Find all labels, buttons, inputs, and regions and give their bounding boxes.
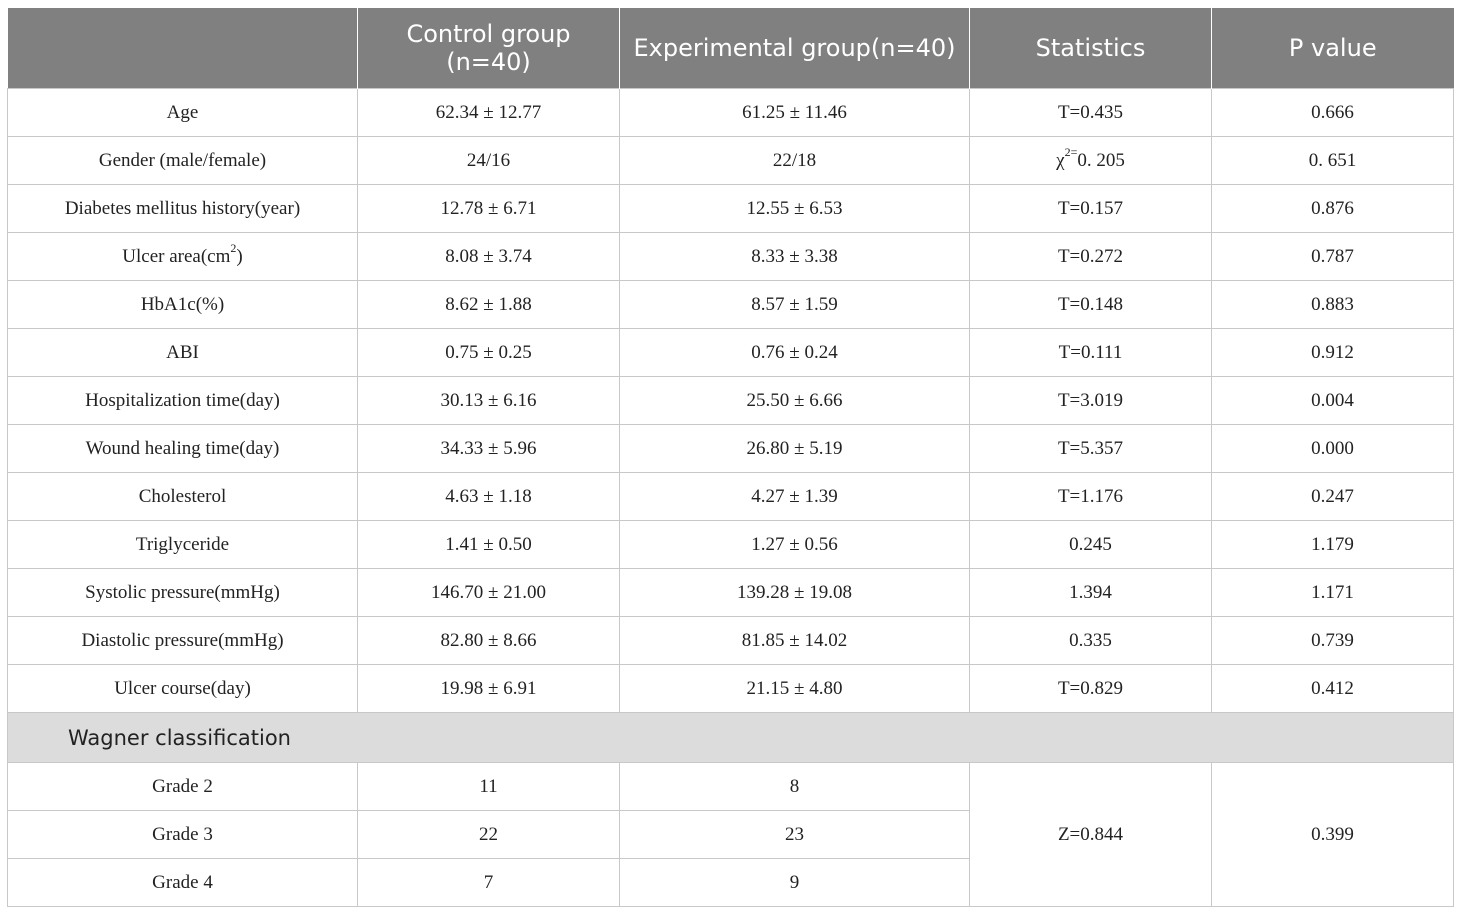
control-value: 82.80 ± 8.66: [358, 617, 620, 665]
control-value: 34.33 ± 5.96: [358, 425, 620, 473]
statistics-value: 0.335: [970, 617, 1212, 665]
table-row: [8, 425, 1454, 473]
table-body: [8, 89, 1454, 907]
p-value: 0.912: [1212, 329, 1454, 377]
row-label: Gender (male/female): [8, 137, 358, 185]
table-row: [8, 473, 1454, 521]
row-label: Age: [8, 89, 358, 137]
header-variable: [8, 8, 358, 89]
table-row: [8, 665, 1454, 713]
p-value: 0.000: [1212, 425, 1454, 473]
row-label: Grade 2: [8, 763, 358, 811]
statistics-value: T=0.829: [970, 665, 1212, 713]
control-value: 1.41 ± 0.50: [358, 521, 620, 569]
chi-symbol: χ: [1056, 149, 1065, 171]
row-label-suffix: ): [236, 245, 243, 267]
section-row-wagner: [8, 713, 1454, 763]
experimental-value: 8.57 ± 1.59: [620, 281, 970, 329]
p-value: 0. 651: [1212, 137, 1454, 185]
table-row: [8, 617, 1454, 665]
control-value: 62.34 ± 12.77: [358, 89, 620, 137]
header-row: [8, 8, 1454, 89]
p-value: 1.171: [1212, 569, 1454, 617]
experimental-value: 21.15 ± 4.80: [620, 665, 970, 713]
statistics-value: 1.394: [970, 569, 1212, 617]
statistics-value: Z=0.844: [970, 763, 1212, 907]
table-row: [8, 521, 1454, 569]
header-experimental-group: Experimental group(n=40): [620, 8, 970, 89]
row-label: HbA1c(%): [8, 281, 358, 329]
baseline-comparison-table: [7, 8, 1454, 907]
row-label: Cholesterol: [8, 473, 358, 521]
row-label: Diabetes mellitus history(year): [8, 185, 358, 233]
statistics-value: T=0.435: [970, 89, 1212, 137]
row-label: Wound healing time(day): [8, 425, 358, 473]
control-value: 8.62 ± 1.88: [358, 281, 620, 329]
header-control-group: Control group (n=40): [358, 8, 620, 89]
control-value: 22: [358, 811, 620, 859]
control-value: 7: [358, 859, 620, 907]
experimental-value: 139.28 ± 19.08: [620, 569, 970, 617]
p-value: 0.399: [1212, 763, 1454, 907]
row-label: Hospitalization time(day): [8, 377, 358, 425]
chi-superscript: 2=: [1064, 145, 1078, 160]
p-value: 0.883: [1212, 281, 1454, 329]
experimental-value: 4.27 ± 1.39: [620, 473, 970, 521]
table-row: [8, 329, 1454, 377]
control-value: 11: [358, 763, 620, 811]
header-p-value: P value: [1212, 8, 1454, 89]
statistics-value: T=0.111: [970, 329, 1212, 377]
p-value: 0.666: [1212, 89, 1454, 137]
table-row: [8, 281, 1454, 329]
table-row: [8, 763, 1454, 811]
table-row: [8, 89, 1454, 137]
table-header: [8, 8, 1454, 89]
control-value: 4.63 ± 1.18: [358, 473, 620, 521]
section-title: Wagner classification: [8, 713, 1454, 763]
row-label: ABI: [8, 329, 358, 377]
experimental-value: 61.25 ± 11.46: [620, 89, 970, 137]
experimental-value: 9: [620, 859, 970, 907]
row-label: Triglyceride: [8, 521, 358, 569]
row-label-text: Ulcer area(cm: [122, 245, 231, 267]
control-value: 30.13 ± 6.16: [358, 377, 620, 425]
control-value: 8.08 ± 3.74: [358, 233, 620, 281]
p-value: 0.787: [1212, 233, 1454, 281]
statistics-value: T=5.357: [970, 425, 1212, 473]
statistics-value: T=0.148: [970, 281, 1212, 329]
experimental-value: 22/18: [620, 137, 970, 185]
statistics-value: [970, 137, 1212, 185]
statistics-value: 0.245: [970, 521, 1212, 569]
experimental-value: 12.55 ± 6.53: [620, 185, 970, 233]
p-value: 1.179: [1212, 521, 1454, 569]
experimental-value: 8.33 ± 3.38: [620, 233, 970, 281]
table-row: [8, 185, 1454, 233]
table-row: [8, 569, 1454, 617]
statistics-value: T=1.176: [970, 473, 1212, 521]
row-label: [8, 233, 358, 281]
row-label: Diastolic pressure(mmHg): [8, 617, 358, 665]
row-label: Grade 4: [8, 859, 358, 907]
statistics-value: T=3.019: [970, 377, 1212, 425]
statistics-value: T=0.272: [970, 233, 1212, 281]
row-label: Systolic pressure(mmHg): [8, 569, 358, 617]
experimental-value: 81.85 ± 14.02: [620, 617, 970, 665]
p-value: 0.004: [1212, 377, 1454, 425]
experimental-value: 0.76 ± 0.24: [620, 329, 970, 377]
p-value: 0.739: [1212, 617, 1454, 665]
experimental-value: 26.80 ± 5.19: [620, 425, 970, 473]
control-value: 24/16: [358, 137, 620, 185]
control-value: 146.70 ± 21.00: [358, 569, 620, 617]
unit-superscript: 2: [230, 241, 237, 256]
table-row: [8, 137, 1454, 185]
p-value: 0.247: [1212, 473, 1454, 521]
row-label: Ulcer course(day): [8, 665, 358, 713]
chi-value: 0. 205: [1077, 149, 1125, 171]
control-value: 0.75 ± 0.25: [358, 329, 620, 377]
row-label: Grade 3: [8, 811, 358, 859]
p-value: 0.876: [1212, 185, 1454, 233]
experimental-value: 25.50 ± 6.66: [620, 377, 970, 425]
experimental-value: 23: [620, 811, 970, 859]
table-row: [8, 377, 1454, 425]
header-statistics: Statistics: [970, 8, 1212, 89]
p-value: 0.412: [1212, 665, 1454, 713]
experimental-value: 1.27 ± 0.56: [620, 521, 970, 569]
control-value: 12.78 ± 6.71: [358, 185, 620, 233]
control-value: 19.98 ± 6.91: [358, 665, 620, 713]
table-row: [8, 233, 1454, 281]
experimental-value: 8: [620, 763, 970, 811]
statistics-value: T=0.157: [970, 185, 1212, 233]
